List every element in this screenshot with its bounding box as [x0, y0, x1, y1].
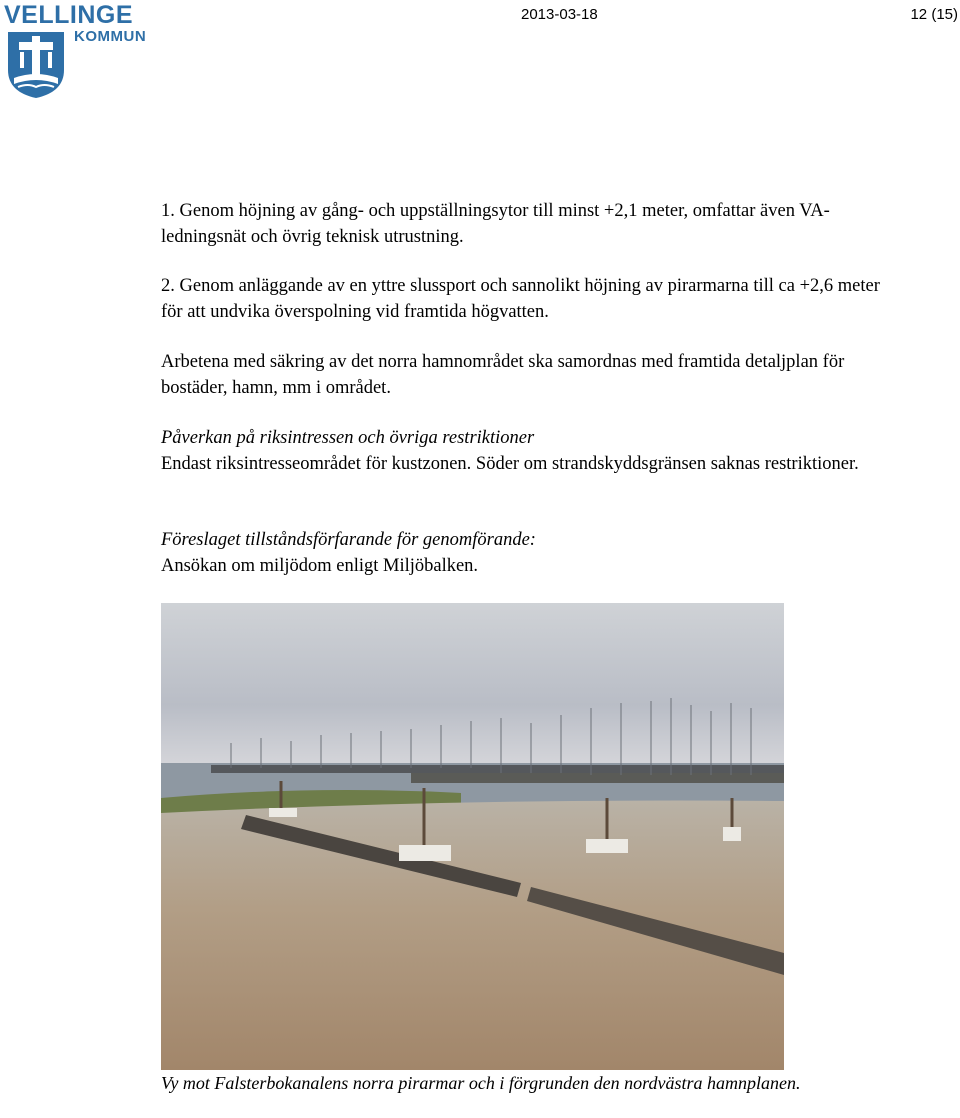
impact-section: [161, 426, 881, 477]
paragraph: Endast riksintresseområdet för kustzonen. Söder om strandskyddsgränsen saknas restriktioner.: [161, 453, 859, 474]
logo-subtext: KOMMUN: [74, 28, 147, 45]
list-item-2: [161, 274, 881, 325]
works-paragraph: [161, 350, 881, 401]
section-heading: Föreslaget tillståndsförfarande för genomförande:: [161, 530, 536, 550]
paragraph: Arbetena med säkring av det norra hamnområdet ska samordnas med framtida detaljplan för bostäder, hamn, mm i området.: [161, 352, 845, 398]
document-date: 2013-03-18: [521, 6, 598, 23]
paragraph: Ansökan om miljödom enligt Miljöbalken.: [161, 555, 479, 576]
logo-wordmark: VELLINGE: [4, 1, 134, 29]
section-heading: Påverkan på riksintressen och övriga restriktioner: [161, 428, 535, 448]
paragraph: 2. Genom anläggande av en yttre slussport och sannolikt höjning av pirarmarna till ca +2,6 meter för att undvika överspolning vid framtida högvatten.: [161, 276, 880, 322]
paragraph: 1. Genom höjning av gång- och uppställningsytor till minst +2,1 meter, omfattar även VA-ledningsnät och övrig teknisk utrustning.: [161, 201, 830, 247]
coat-of-arms-icon: [6, 30, 66, 100]
list-item-1: [161, 199, 881, 250]
harbour-photo: [161, 603, 784, 1070]
page-number: 12 (15): [910, 6, 958, 23]
municipality-logo: [4, 2, 164, 100]
procedure-section: [161, 528, 881, 579]
photo-caption: Vy mot Falsterbokanalens norra pirarmar och i förgrunden den nordvästra hamnplanen.: [161, 1073, 801, 1093]
